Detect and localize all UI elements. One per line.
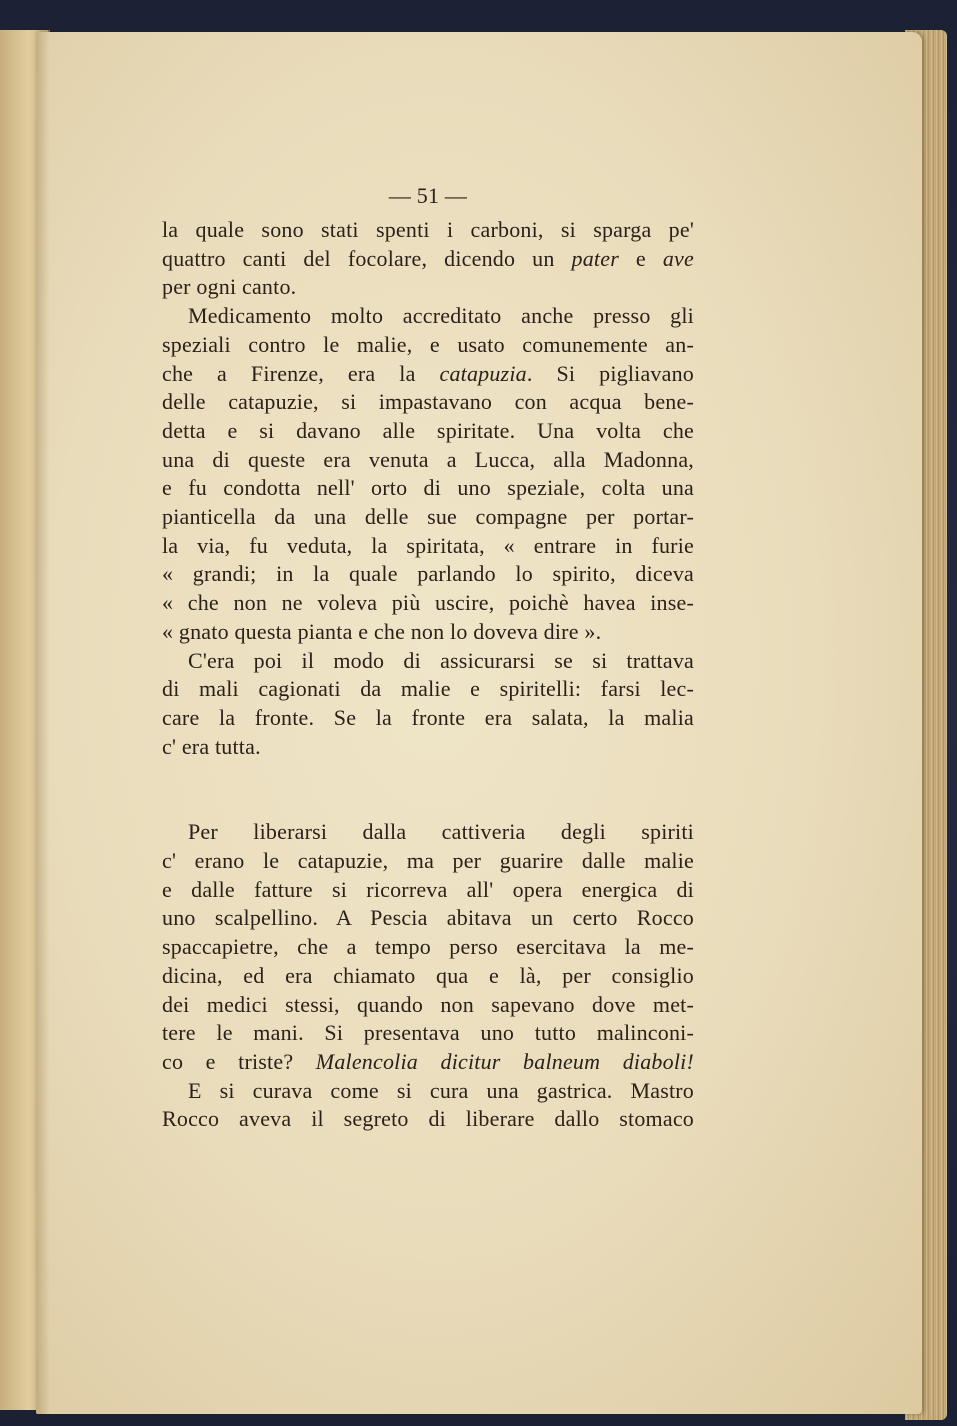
text-line: care la fronte. Se la fronte era salata, la malia: [162, 704, 694, 730]
text-line: tere le mani. Si presentava uno tutto malinconi-: [162, 1020, 694, 1046]
section-break: [162, 761, 694, 818]
text-line: speziali contro le malie, e usato comunemente an-: [162, 331, 694, 357]
text-line: [162, 245, 694, 274]
text-line: delle catapuzie, si impastavano con acqua bene-: [162, 389, 694, 415]
paragraph: [162, 302, 694, 646]
text-line: [162, 360, 694, 389]
text-line: « gnato questa pianta e che non lo doveva dire ».: [162, 618, 602, 644]
text-line: di mali cagionati da malie e spiritelli: farsi lec-: [162, 676, 694, 702]
paragraph: [162, 647, 694, 762]
line-text: co e triste? Malencolia dicitur balneum diaboli!: [162, 1048, 694, 1074]
line-text: che a Firenze, era la catapuzia. Si pigliavano: [162, 360, 694, 386]
text-line: pianticella da una delle sue compagne per portar-: [162, 504, 694, 530]
text-line: dicina, ed era chiamato qua e là, per consiglio: [162, 962, 694, 988]
text-line: c' erano le catapuzie, ma per guarire dalle malie: [162, 848, 694, 874]
text-line: Rocco aveva il segreto di liberare dallo stomaco: [162, 1106, 694, 1132]
text-line: la via, fu veduta, la spiritata, « entrare in furie: [162, 532, 694, 558]
italic-phrase: catapuzia: [439, 360, 527, 386]
text-line: « che non ne voleva più uscire, poichè havea inse-: [162, 590, 694, 616]
text-line: uno scalpellino. A Pescia abitava un certo Rocco: [162, 905, 694, 931]
page-text: [162, 182, 694, 1134]
page-number: — 51 —: [388, 183, 468, 208]
text-line: E si curava come si cura una gastrica. Mastro: [188, 1077, 694, 1103]
text-line: una di queste era venuta a Lucca, alla Madonna,: [162, 446, 694, 472]
text-line: C'era poi il modo di assicurarsi se si trattava: [188, 647, 694, 673]
paragraph: [162, 1077, 694, 1134]
text-line: la quale sono stati spenti i carboni, si sparga pe': [162, 217, 694, 242]
text-line: per ogni canto.: [162, 274, 297, 300]
text-line: Medicamento molto accreditato anche presso gli: [188, 303, 694, 329]
text-line: e fu condotta nell' orto di uno speziale, colta una: [162, 475, 694, 501]
italic-phrase: pater: [571, 245, 619, 271]
text-line: c' era tutta.: [162, 733, 261, 759]
text-line: detta e si davano alle spiritate. Una volta che: [162, 417, 694, 443]
text-line: e dalle fatture si ricorreva all' opera energica di: [162, 876, 694, 902]
text-line: dei medici stessi, quando non sapevano dove met-: [162, 991, 694, 1017]
text-line: [162, 1048, 694, 1077]
line-text: quattro canti del focolare, dicendo un pater e ave: [162, 245, 694, 271]
italic-phrase: ave: [662, 245, 694, 271]
paragraph: [162, 216, 694, 302]
paragraph: [162, 818, 694, 1076]
text-line: spaccapietre, che a tempo perso esercitava la me-: [162, 934, 694, 960]
text-line: « grandi; in la quale parlando lo spirito, diceva: [162, 561, 694, 587]
text-line: Per liberarsi dalla cattiveria degli spiriti: [188, 819, 694, 845]
italic-phrase: Malencolia dicitur balneum diaboli!: [315, 1048, 694, 1074]
book-page: [36, 32, 922, 1414]
